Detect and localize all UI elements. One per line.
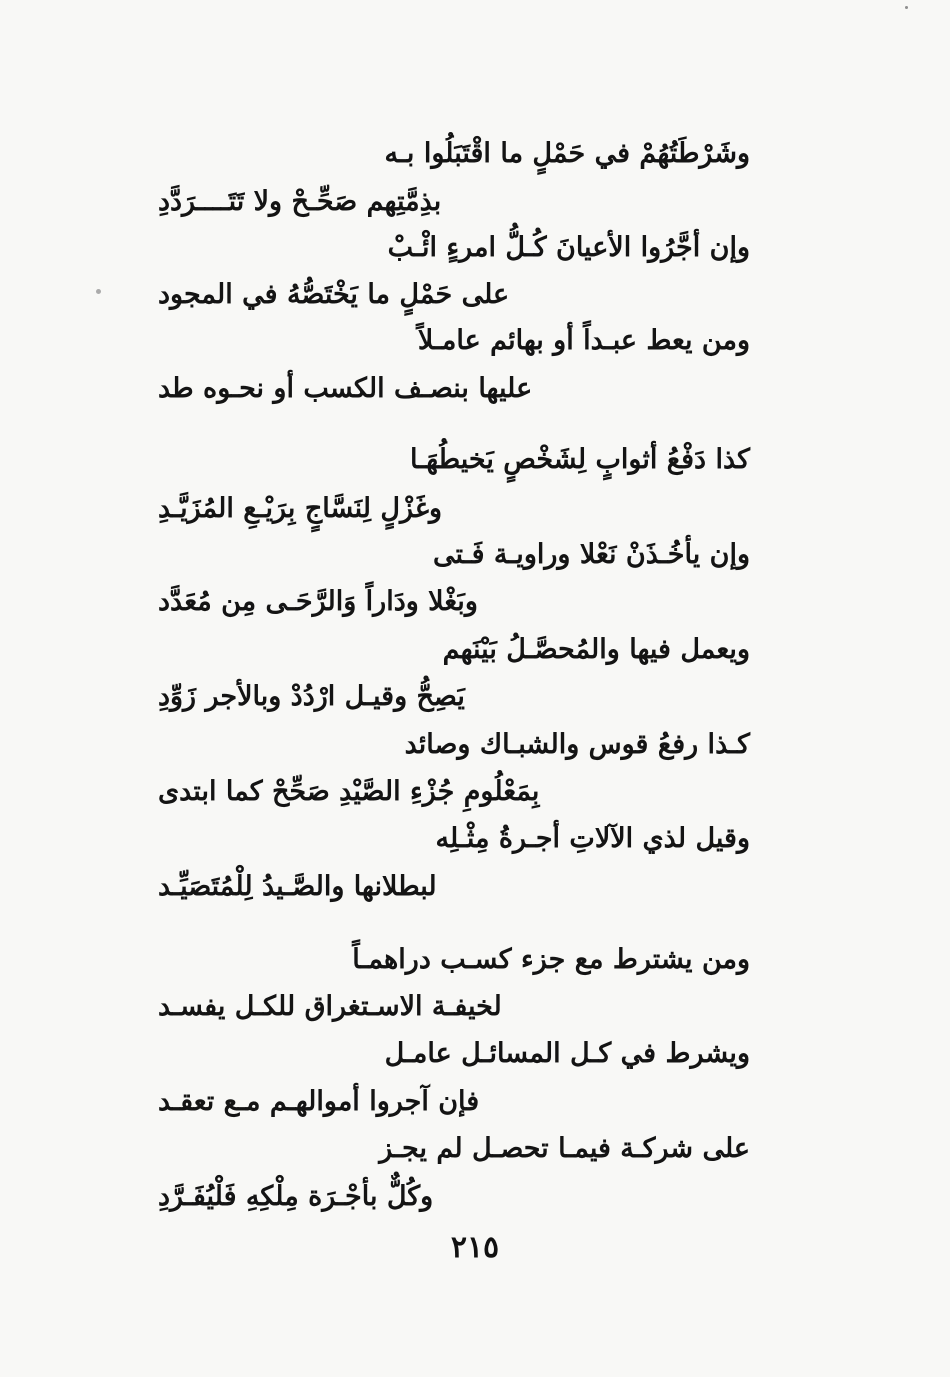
verse-line: ومن يشترط مع جزء كسـب دراهمـاً — [352, 944, 750, 975]
scan-speck — [905, 6, 908, 9]
verse-line: وبَغْلا ودَاراً وَالرَّحَـى مِن مُعَدَّد — [158, 586, 478, 617]
verse-line: يَصِحُّ وقيـل ارْدُدْ وبالأجر زَوِّدِ — [158, 681, 465, 712]
verse-line: وقيل لذي الآلاتِ أجـرةُ مِثْـلِه — [435, 823, 750, 854]
page-number: ٢١٥ — [450, 1230, 500, 1265]
verse-line: ومن يعط عبـداً أو بهائم عامـلاً — [417, 325, 750, 356]
verse-line: بذِمَّتِهم صَحِّـحْ ولا تَتَــــرَدَّدِ — [158, 186, 442, 217]
verse-line: وغَزْلٍ لِنَسَّاجٍ بِرَيْـعِ المُزَيَّـدِ — [158, 493, 443, 524]
verse-line: لبطلانها والصَّـيدُ لِلْمُتَصَيِّـد — [158, 871, 437, 902]
verse-line: كذا دَفْعُ أثوابٍ لِشَخْصٍ يَخيطُهَـا — [410, 444, 750, 475]
verse-line: ويشرط في كـل المسائـل عامـل — [384, 1038, 750, 1069]
verse-line: وإن أجَّرُوا الأعيانَ كُـلُّ امرءٍ ائْـبْ — [387, 232, 750, 263]
scan-speck — [96, 289, 101, 294]
verse-line: عليها بنصـف الكسب أو نحـوه طد — [158, 373, 533, 404]
verse-line: وإن يأخُـذَنْ نَعْلا وراويـة فَـتى — [433, 539, 750, 570]
verse-line: وكُلٌّ بأجْـرَة مِلْكِهِ فَلْيُفَـرَّدِ — [158, 1181, 434, 1212]
verse-line: على شركـة فيمـا تحصـل لم يجـز — [379, 1133, 750, 1164]
verse-line: فإن آجروا أموالهـم مـع تعقـد — [158, 1086, 480, 1117]
verse-line: بِمَعْلُومِ جُزْءِ الصَّيْدِ صَحِّحْ كما ابتدى — [158, 776, 540, 807]
verse-line: ويعمل فيها والمُحصَّـلُ بَيْنَهم — [442, 634, 750, 665]
verse-line: لخيفـة الاسـتغراق للكـل يفسـد — [158, 991, 502, 1022]
verse-line: على حَمْلٍ ما يَخْتَصُّهُ في المجود — [158, 279, 510, 310]
verse-line: وشَرْطَتُهُمْ في حَمْلٍ ما اقْتَبَلُوا بـه — [384, 138, 750, 169]
verse-line: كـذا رفعُ قوس والشبـاك وصائد — [404, 729, 750, 760]
